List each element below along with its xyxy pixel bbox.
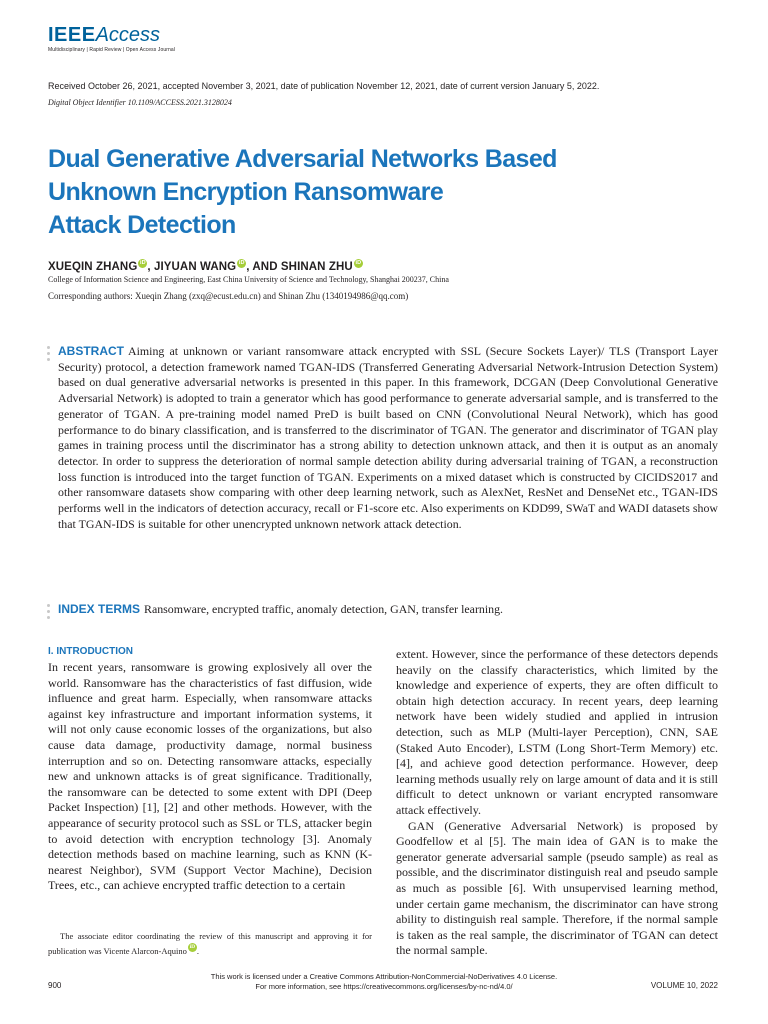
abstract-dots-icon — [47, 346, 50, 364]
page-number: 900 — [48, 981, 62, 990]
section-heading: I. INTRODUCTION — [48, 646, 133, 657]
intro-paragraph-1: In recent years, ransomware is growing explosively all over the world. Ransomware has the characteristics of fast diffusion, wide influence and great harm. Especially, when ransomware attacks against key infrastructure and important information systems, it will not only cause economic losses of the organizations, but also cause data damage, productivity damage, normal business interruption and so on. Detecting ransomware attacks, especially new and unknown attacks is of great significance. Traditionally, the ransomware can be detected to some extent with DPI (Deep Packet Inspection) [1], [2] and other methods. However, with the appearance of security protocol such as SSL or TLS, attacker begin to avoid detection with encryption technology [3]. Anomaly detection methods based on machine learning, such as KNN (K-nearest Neighbor), SVM (Support Vector Machine), Decision Trees, etc., can achieve encrypted traffic detection to a certain — [48, 660, 372, 893]
editor-footnote: The associate editor coordinating the review of this manuscript and approving it for publication was Vicente Alarcon-Aquino iD . — [48, 931, 372, 956]
logo-wordmark — [48, 24, 175, 46]
title-line-1: Dual Generative Adversarial Networks Based — [48, 145, 557, 173]
paper-title — [48, 143, 608, 242]
orcid-icon[interactable]: iD — [140, 260, 146, 266]
author-list — [48, 259, 363, 273]
received-dates: Received October 26, 2021, accepted November 3, 2021, date of publication November 12, 2021, date of current version January 5, 2022. — [48, 81, 600, 91]
index-dots-icon — [47, 604, 50, 622]
intro-right-column — [396, 647, 718, 959]
title-line-3: Attack Detection — [48, 211, 236, 239]
license-line-1: This work is licensed under a Creative Commons Attribution-NonCommercial-NoDerivatives 4.0 License. — [210, 972, 558, 981]
logo-ieee: IEEE — [48, 24, 96, 46]
intro-paragraph-3: GAN (Generative Adversarial Network) is proposed by Goodfellow et al [5]. The main idea of GAN is to make the generator generate adversarial sample (pseudo sample) as real as possible, and the discriminator distinguish real and pseudo sample as much as possible [6]. With unsupervised learning method, under certain game mechanism, the discriminator can have strong ability to distinguish real sample. Therefore, if the normal sample is taken as the real sample, the discriminator of TGAN can detect the normal sample. — [396, 818, 718, 958]
author-wang: , JIYUAN WANG — [147, 261, 237, 273]
volume-label: VOLUME 10, 2022 — [650, 981, 718, 990]
index-terms — [58, 602, 503, 618]
title-line-2: Unknown Encryption Ransomware — [48, 178, 444, 206]
abstract-label: ABSTRACT — [58, 344, 124, 358]
orcid-icon[interactable]: iD — [238, 260, 245, 266]
abstract-text: Aiming at unknown or variant ransomware attack encrypted with SSL (Secure Sockets Layer)/ TLS (Transport Layer Security) protocol, a detection framework named TGAN-IDS (Transferred Generating Adversarial Network-Intrusion Detection System) based on dual generative adversarial networks is presented in this paper. In this framework, DCGAN (Deep Convolutional Generative Adversarial Network) is adopted to train a generator which has good performance to generate adversarial sample, and is transferred to the generator of TGAN. A pre-training model named PreD is built based on CNN (Convolutional Neural Network), which has good performance to do binary classification, and is transferred to the discriminator of TGAN. The generator and discriminator of TGAN play games in training process until the discriminator has a strong ability to detection unknown attack, and then it is output as an anomaly detector. In order to suppress the deterioration of normal sample detection ability during adversarial training of TGAN, a reconstruction loss function is introduced into the target function of TGAN. Experiments on a mixed dataset which is constructed by CICIDS2017 and other ransomware datasets show comparing with other deep learning network, such as AlexNet, ResNet and DenseNet etc., TGAN-IDS performs well in the indicators of detection accuracy, recall or F1-score etc. Also experiments on KDD99, SWaT and WADI datasets show that TGAN-IDS is suitable for other unencrypted unknown network attack detection. — [58, 344, 718, 531]
author-zhang: XUEQIN ZHANG — [48, 261, 138, 273]
orcid-icon[interactable]: iD — [355, 260, 362, 266]
logo-access: Access — [95, 24, 161, 46]
abstract — [58, 344, 718, 532]
orcid-icon[interactable]: iD — [189, 944, 196, 950]
journal-logo — [48, 24, 175, 53]
intro-paragraph-2: extent. However, since the performance of these detectors depends heavily on the classify characteristics, which limited by the knowledge and experience of experts, they are often difficult to obtain high detection accuracy. In recent years, deep learning network have been widely studied and applied in intrusion detection, such as MLP (Multi-layer Perception), CNN, SAE (Staked Auto Encoder), LSTM (Long Short-Term Memory) etc. [4], and achieve good detection performance. However, deep learning methods usually rely on large amount of data and it is still difficult to detect unknown or variant encrypted ransomware attack effectively. — [396, 647, 718, 817]
logo-tagline: Multidisciplinary | Rapid Review | Open Access Journal — [48, 47, 175, 53]
footnote-text: The associate editor coordinating the review of this manuscript and approving it for publication was Vicente Alarcon-Aquino — [48, 931, 372, 956]
affiliation: College of Information Science and Engineering, East China University of Science and Technology, Shanghai 200237, China — [48, 275, 449, 284]
author-zhu: , AND SHINAN ZHU — [246, 261, 353, 273]
license-link[interactable]: For more information, see https://creativecommons.org/licenses/by-nc-nd/4.0/ — [255, 982, 513, 991]
corresponding-authors: Corresponding authors: Xueqin Zhang (zxq@ecust.edu.cn) and Shinan Zhu (1340194986@qq.com) — [48, 291, 409, 301]
index-terms-text: Ransomware, encrypted traffic, anomaly detection, GAN, transfer learning. — [144, 602, 504, 616]
index-terms-label: INDEX TERMS — [58, 602, 141, 616]
intro-left-column — [48, 645, 372, 894]
doi: Digital Object Identifier 10.1109/ACCESS.2021.3128024 — [48, 98, 232, 107]
